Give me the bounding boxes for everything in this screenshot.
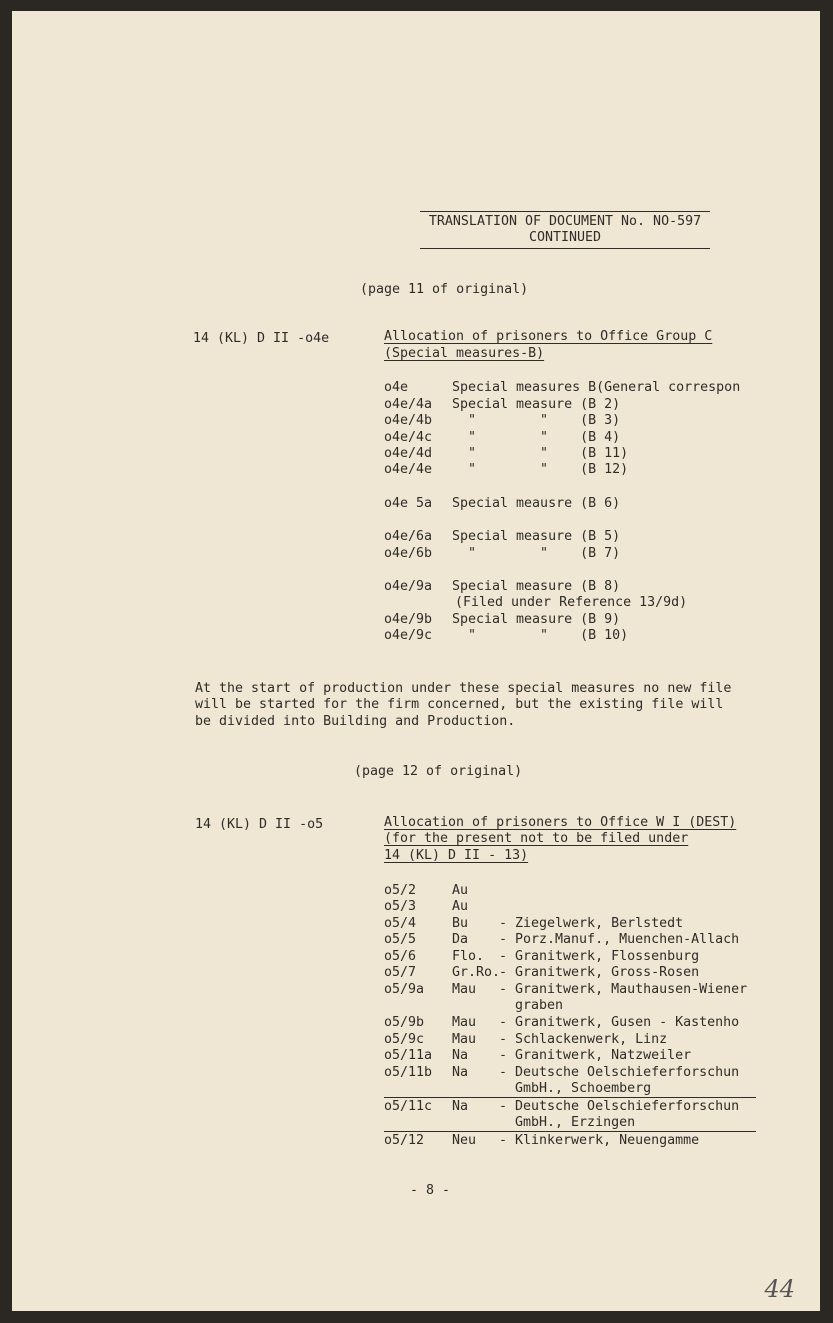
- row-code: o4e/4b: [384, 413, 433, 428]
- row-code: o4e/9b: [384, 612, 433, 627]
- row-code: o4e/4c: [384, 430, 433, 445]
- section2-title-line2: (for the present not to be filed under: [384, 831, 689, 846]
- body-paragraph: [195, 681, 775, 730]
- row-text: " " (B 4): [452, 430, 621, 445]
- row-abbr: Mau: [452, 1015, 477, 1030]
- row-code: o4e/4d: [384, 446, 433, 461]
- row-code: o5/9a: [384, 982, 425, 997]
- handwritten-page-number: 44: [764, 1274, 795, 1303]
- page-12-marker: (page 12 of original): [354, 764, 523, 779]
- row-code: o4e 5a: [384, 496, 433, 511]
- row-text: Special measure (B 2): [452, 397, 621, 412]
- row-code: o4e/9c: [384, 628, 433, 643]
- row-code: o5/11a: [384, 1048, 433, 1063]
- section2-title-line3: 14 (KL) D II - 13): [384, 848, 529, 863]
- row-code: o4e: [384, 380, 409, 395]
- row-code: o4e/6b: [384, 546, 433, 561]
- row-desc: - Granitwerk, Gusen - Kastenho: [499, 1015, 740, 1030]
- row-desc: - Klinkerwerk, Neuengamme: [499, 1133, 700, 1148]
- row-abbr: Bu: [452, 916, 469, 931]
- row-desc: - Granitwerk, Gross-Rosen: [499, 965, 700, 980]
- row-code: o5/5: [384, 932, 417, 947]
- row-abbr: Neu: [452, 1133, 477, 1148]
- row-text: Special measure (B 8): [452, 579, 621, 594]
- row-text: Special measure (B 9): [452, 612, 621, 627]
- row-desc: - Granitwerk, Natzweiler: [499, 1048, 692, 1063]
- row-code: o5/7: [384, 965, 417, 980]
- row-text: " " (B 10): [452, 628, 629, 643]
- row-desc: - Ziegelwerk, Berlstedt: [499, 916, 684, 931]
- row-code: o5/11c: [384, 1099, 433, 1114]
- header-subtitle: CONTINUED: [420, 230, 710, 248]
- page-number: - 8 -: [410, 1183, 451, 1198]
- document-header: [420, 211, 710, 249]
- row-desc: GmbH., Schoemberg: [499, 1081, 652, 1096]
- row-abbr: Da: [452, 932, 469, 947]
- row-code: o5/11b: [384, 1065, 433, 1080]
- row-code: o5/12: [384, 1133, 425, 1148]
- row-separator: [384, 1131, 756, 1132]
- section1-title-line2: (Special measures-B): [384, 346, 545, 361]
- row-abbr: Gr.Ro.: [452, 965, 501, 980]
- section1-title-line1: Allocation of prisoners to Office Group C: [384, 329, 713, 344]
- row-text: " " (B 11): [452, 446, 629, 461]
- row-text: Special meausre (B 6): [452, 496, 621, 511]
- row-abbr: Na: [452, 1048, 469, 1063]
- row-text: " " (B 12): [452, 462, 629, 477]
- row-code: o5/3: [384, 899, 417, 914]
- row-separator: [384, 1097, 756, 1098]
- paragraph-line: will be started for the firm concerned, but the existing file will: [195, 697, 724, 713]
- row-code: o5/2: [384, 883, 417, 898]
- row-desc: - Schlackenwerk, Linz: [499, 1032, 668, 1047]
- row-text: Special measure (B 5): [452, 529, 621, 544]
- row-desc: - Granitwerk, Flossenburg: [499, 949, 700, 964]
- row-abbr: Na: [452, 1099, 469, 1114]
- row-desc: - Granitwerk, Mauthausen-Wiener: [499, 982, 748, 997]
- row-code: o5/6: [384, 949, 417, 964]
- row-desc: - Porz.Manuf., Muenchen-Allach: [499, 932, 740, 947]
- paragraph-line: At the start of production under these special measures no new file: [195, 681, 732, 696]
- row-desc: - Deutsche Oelschieferforschun: [499, 1099, 740, 1114]
- row-desc: graben: [499, 998, 564, 1013]
- row-code: o5/9c: [384, 1032, 425, 1047]
- row-text: " " (B 3): [452, 413, 621, 428]
- section2-title-line1: Allocation of prisoners to Office W I (DEST): [384, 815, 737, 830]
- row-code: o4e/4a: [384, 397, 433, 412]
- paragraph-line: be divided into Building and Production.: [195, 713, 516, 729]
- row-abbr: Au: [452, 899, 469, 914]
- row-code: o4e/6a: [384, 529, 433, 544]
- page-11-marker: (page 11 of original): [360, 282, 529, 297]
- row-abbr: Au: [452, 883, 469, 898]
- row-abbr: Mau: [452, 982, 477, 997]
- row-abbr: Mau: [452, 1032, 477, 1047]
- section2-reference: 14 (KL) D II -o5: [195, 817, 324, 832]
- row-code: o4e/9a: [384, 579, 433, 594]
- row-text: Special measures B(General correspon: [452, 380, 741, 395]
- row-text: " " (B 7): [452, 546, 621, 561]
- row-code: o4e/4e: [384, 462, 433, 477]
- row-code: o5/4: [384, 916, 417, 931]
- document-page: [12, 11, 820, 1311]
- section1-reference: 14 (KL) D II -o4e: [193, 331, 330, 346]
- row-abbr: Na: [452, 1065, 469, 1080]
- row-code: o5/9b: [384, 1015, 425, 1030]
- row-desc: - Deutsche Oelschieferforschun: [499, 1065, 740, 1080]
- header-title: TRANSLATION OF DOCUMENT No. NO-597: [420, 211, 710, 230]
- row-desc: GmbH., Erzingen: [499, 1115, 636, 1130]
- row-text: (Filed under Reference 13/9d): [455, 595, 688, 610]
- row-abbr: Flo.: [452, 949, 485, 964]
